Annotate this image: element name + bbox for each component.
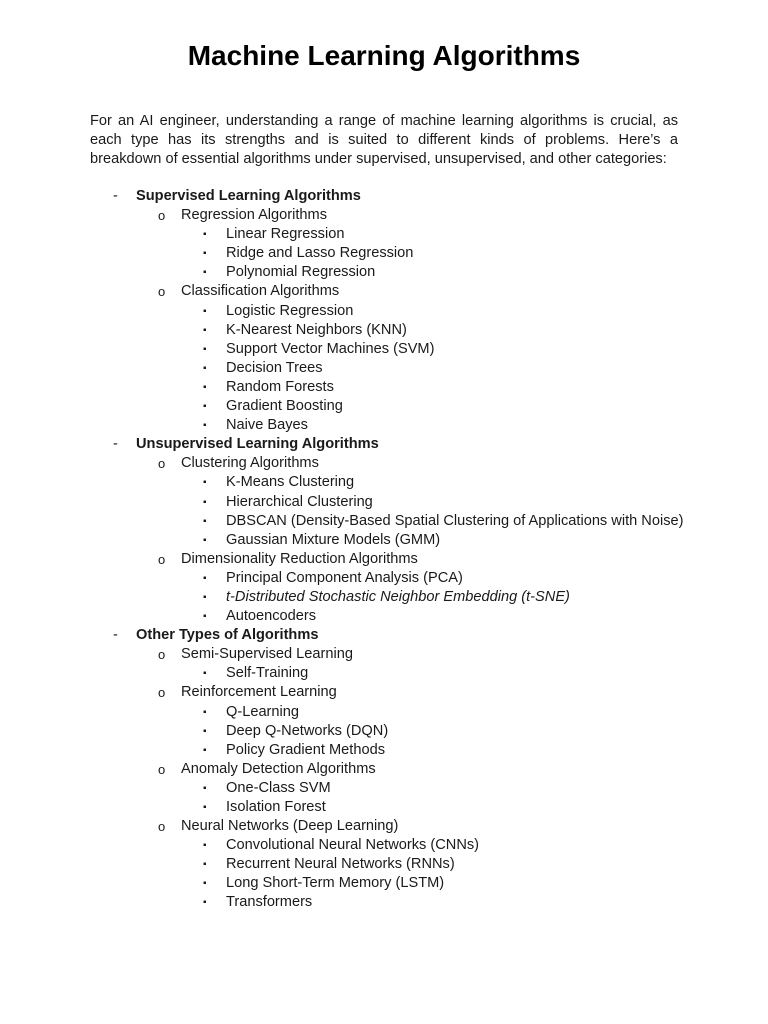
item-text: Gaussian Mixture Models (GMM) [226,531,441,548]
item-text: Isolation Forest [226,799,326,815]
list-item [0,225,768,244]
list-item [0,893,768,912]
square-bullet: ▪ [203,725,207,737]
square-bullet: ▪ [203,802,207,813]
item-text: Principal Component Analysis (PCA) [226,569,463,586]
item-text: DBSCAN (Density-Based Spatial Clustering of Applications with Noise) [226,512,684,529]
item-text: Regression Algorithms [181,207,328,224]
document-title: Machine Learning Algorithms [187,40,581,71]
item-text: Recurrent Neural Networks (RNNs) [226,856,455,873]
item-text: Autoencoders [226,608,317,625]
subsection-item [0,206,768,225]
dash-bullet: - [113,436,118,453]
list-item [0,473,768,492]
list-item [0,798,768,817]
item-text: One-Class SVM [226,779,331,796]
list-item [0,855,768,874]
item-text: Supervised Learning Algorithms [136,188,361,204]
item-text: Policy Gradient Methods [226,741,385,758]
square-bullet: ▪ [203,305,207,317]
item-text: Convolutional Neural Networks (CNNs) [226,837,480,854]
list-item [0,263,768,282]
list-item [0,244,768,263]
list-item [0,359,768,378]
circle-bullet: o [158,685,166,701]
list-item [0,874,768,893]
square-bullet: ▪ [203,477,207,489]
section-heading [0,626,768,645]
list-item [0,779,768,798]
square-bullet: ▪ [203,496,207,508]
list-item [0,531,768,550]
item-text: Hierarchical Clustering [226,493,373,510]
list-item [0,664,768,683]
circle-bullet: o [158,456,166,472]
square-bullet: ▪ [203,515,207,527]
item-text: Clustering Algorithms [181,455,319,472]
list-item [0,378,768,397]
subsection-item [0,683,768,702]
square-bullet: ▪ [203,267,207,279]
item-text: Semi-Supervised Learning [181,646,353,663]
item-text: Linear Regression [226,226,345,243]
square-bullet: ▪ [203,248,207,260]
list-item [0,607,768,626]
item-text: Polynomial Regression [226,264,376,281]
list-item [0,512,768,531]
subsection-item [0,760,768,779]
list-item [0,493,768,512]
square-bullet: ▪ [203,897,207,909]
item-text: Support Vector Machines (SVM) [226,340,435,357]
list-item [0,836,768,855]
item-text: Anomaly Detection Algorithms [181,760,376,777]
item-text: Decision Trees [226,359,323,376]
list-item [0,321,768,340]
square-bullet: ▪ [203,572,207,584]
square-bullet: ▪ [203,401,207,413]
subsection-item [0,550,768,569]
list-item [0,340,768,359]
square-bullet: ▪ [203,381,207,393]
item-text: Unsupervised Learning Algorithms [136,436,379,453]
item-text: Classification Algorithms [181,283,340,300]
square-bullet: ▪ [203,611,207,623]
item-text: K-Nearest Neighbors (KNN) [226,321,407,338]
item-text: Gradient Boosting [226,398,343,415]
item-text: Q-Learning [226,703,300,720]
list-item [0,416,768,435]
item-text: Reinforcement Learning [181,684,337,701]
circle-bullet: o [158,284,166,300]
item-text: Random Forests [226,378,334,395]
square-bullet: ▪ [203,343,207,355]
square-bullet: ▪ [203,534,207,546]
item-text: t-Distributed Stochastic Neighbor Embedding (t-SNE) [226,588,570,605]
circle-bullet: o [158,208,166,224]
item-text: Transformers [226,894,313,911]
section-heading [0,187,768,206]
subsection-item [0,645,768,664]
subsection-item [0,454,768,473]
list-item [0,569,768,588]
square-bullet: ▪ [203,859,207,871]
list-item [0,722,768,741]
intro-paragraph: For an AI engineer, understanding a range of machine learning algorithms is crucial, as each type has its strengths and is suited to different kinds of problems. Here’s a breakdown of essential algorithms under supervised, unsupervised, and other categories: [90,113,678,167]
item-text: Logistic Regression [226,302,354,319]
square-bullet: ▪ [203,744,207,756]
circle-bullet: o [158,551,166,567]
square-bullet: ▪ [203,420,207,432]
item-text: Ridge and Lasso Regression [226,245,414,262]
section-heading [0,435,768,454]
square-bullet: ▪ [203,782,207,794]
square-bullet: ▪ [203,324,207,336]
square-bullet: ▪ [203,591,207,603]
item-text: K-Means Clustering [226,474,355,491]
item-text: Self-Training [226,665,309,682]
square-bullet: ▪ [203,229,207,241]
algorithm-outline [0,187,768,913]
item-text: Deep Q-Networks (DQN) [226,722,389,739]
list-item [0,741,768,760]
list-item [0,703,768,722]
square-bullet: ▪ [203,840,207,852]
circle-bullet: o [158,647,166,663]
item-text: Other Types of Algorithms [136,627,319,644]
item-text: Long Short-Term Memory (LSTM) [226,875,445,892]
subsection-item [0,817,768,836]
item-text: Neural Networks (Deep Learning) [181,818,399,835]
circle-bullet: o [158,819,166,835]
dash-bullet: - [113,627,118,644]
item-text: Naive Bayes [226,417,308,434]
list-item [0,588,768,607]
list-item [0,302,768,321]
list-item [0,397,768,416]
item-text: Dimensionality Reduction Algorithms [181,550,418,567]
square-bullet: ▪ [203,706,207,718]
square-bullet: ▪ [203,362,207,374]
dash-bullet: - [113,188,118,204]
circle-bullet: o [158,761,166,777]
square-bullet: ▪ [203,668,207,680]
subsection-item [0,282,768,301]
square-bullet: ▪ [203,878,207,890]
